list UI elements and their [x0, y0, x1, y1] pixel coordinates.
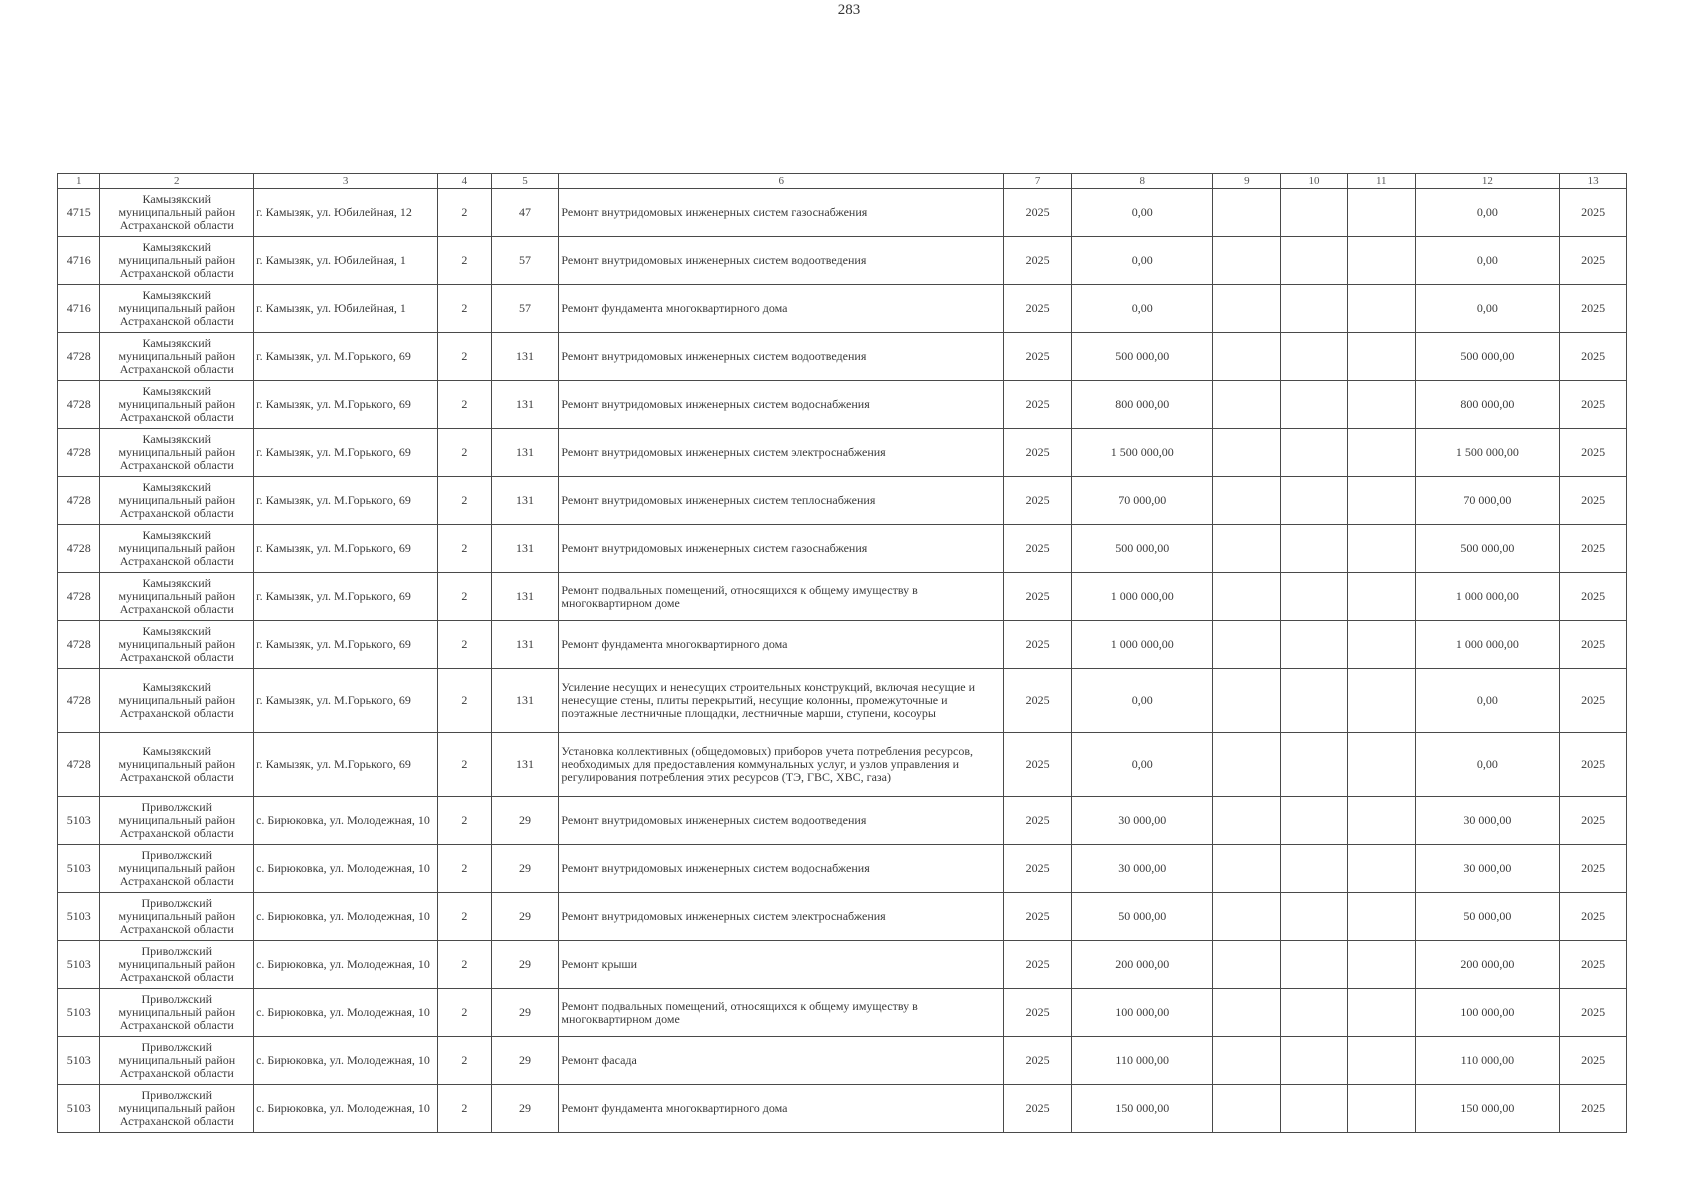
address-cell: г. Камызяк, ул. М.Горького, 69	[254, 429, 438, 477]
year-cell: 2025	[1004, 189, 1072, 237]
cost-cell: 100 000,00	[1071, 989, 1213, 1037]
cost-cell: 0,00	[1071, 189, 1213, 237]
col9-cell	[1213, 621, 1281, 669]
municipality-cell: Камызякский муниципальный район Астраханской области	[100, 525, 254, 573]
col10-cell	[1281, 669, 1348, 733]
municipality-cell: Камызякский муниципальный район Астраханской области	[100, 477, 254, 525]
record-id-cell: 4728	[58, 573, 100, 621]
work-type-cell: Ремонт внутридомовых инженерных систем водоотведения	[559, 333, 1004, 381]
year-cell: 2025	[1004, 669, 1072, 733]
year-cell: 2025	[1004, 381, 1072, 429]
record-id-cell: 4728	[58, 669, 100, 733]
work-type-cell: Ремонт фундамента многоквартирного дома	[559, 1085, 1004, 1133]
completion-year-cell: 2025	[1560, 1085, 1627, 1133]
work-type-cell: Ремонт фундамента многоквартирного дома	[559, 285, 1004, 333]
address-cell: г. Камызяк, ул. М.Горького, 69	[254, 381, 438, 429]
record-id-cell: 4728	[58, 477, 100, 525]
table-row	[58, 1085, 1627, 1133]
completion-year-cell: 2025	[1560, 797, 1627, 845]
col10-cell	[1281, 1037, 1348, 1085]
col10-cell	[1281, 237, 1348, 285]
col10-cell	[1281, 989, 1348, 1037]
address-cell: с. Бирюковка, ул. Молодежная, 10	[254, 893, 438, 941]
address-cell: г. Камызяк, ул. М.Горького, 69	[254, 669, 438, 733]
completion-year-cell: 2025	[1560, 733, 1627, 797]
floors-cell: 2	[438, 733, 492, 797]
col10-cell	[1281, 477, 1348, 525]
completion-year-cell: 2025	[1560, 333, 1627, 381]
municipality-cell: Приволжский муниципальный район Астраханской области	[100, 797, 254, 845]
col10-cell	[1281, 845, 1348, 893]
work-type-cell: Ремонт внутридомовых инженерных систем газоснабжения	[559, 189, 1004, 237]
floors-cell: 2	[438, 893, 492, 941]
apartments-cell: 131	[491, 333, 559, 381]
col11-cell	[1347, 669, 1415, 733]
municipality-cell: Приволжский муниципальный район Астраханской области	[100, 845, 254, 893]
work-type-cell: Ремонт внутридомовых инженерных систем газоснабжения	[559, 525, 1004, 573]
year-cell: 2025	[1004, 941, 1072, 989]
floors-cell: 2	[438, 381, 492, 429]
record-id-cell: 4728	[58, 429, 100, 477]
column-header: 10	[1281, 174, 1348, 189]
col10-cell	[1281, 621, 1348, 669]
col9-cell	[1213, 669, 1281, 733]
cost-cell: 500 000,00	[1071, 333, 1213, 381]
municipality-cell: Камызякский муниципальный район Астраханской области	[100, 669, 254, 733]
fund-cost-cell: 200 000,00	[1415, 941, 1560, 989]
apartments-cell: 131	[491, 573, 559, 621]
col9-cell	[1213, 381, 1281, 429]
address-cell: с. Бирюковка, ул. Молодежная, 10	[254, 989, 438, 1037]
municipality-cell: Приволжский муниципальный район Астраханской области	[100, 1085, 254, 1133]
fund-cost-cell: 1 500 000,00	[1415, 429, 1560, 477]
column-header: 8	[1071, 174, 1213, 189]
work-type-cell: Ремонт фундамента многоквартирного дома	[559, 621, 1004, 669]
completion-year-cell: 2025	[1560, 621, 1627, 669]
fund-cost-cell: 500 000,00	[1415, 525, 1560, 573]
address-cell: с. Бирюковка, ул. Молодежная, 10	[254, 845, 438, 893]
apartments-cell: 131	[491, 477, 559, 525]
record-id-cell: 4728	[58, 525, 100, 573]
fund-cost-cell: 1 000 000,00	[1415, 621, 1560, 669]
apartments-cell: 29	[491, 893, 559, 941]
cost-cell: 500 000,00	[1071, 525, 1213, 573]
cost-cell: 800 000,00	[1071, 381, 1213, 429]
col9-cell	[1213, 525, 1281, 573]
fund-cost-cell: 500 000,00	[1415, 333, 1560, 381]
completion-year-cell: 2025	[1560, 285, 1627, 333]
col9-cell	[1213, 989, 1281, 1037]
year-cell: 2025	[1004, 333, 1072, 381]
column-header: 9	[1213, 174, 1281, 189]
cost-cell: 70 000,00	[1071, 477, 1213, 525]
address-cell: г. Камызяк, ул. Юбилейная, 1	[254, 237, 438, 285]
cost-cell: 110 000,00	[1071, 1037, 1213, 1085]
apartments-cell: 29	[491, 1037, 559, 1085]
table-row	[58, 285, 1627, 333]
apartments-cell: 29	[491, 1085, 559, 1133]
year-cell: 2025	[1004, 733, 1072, 797]
address-cell: г. Камызяк, ул. Юбилейная, 12	[254, 189, 438, 237]
table-row	[58, 333, 1627, 381]
table-row	[58, 381, 1627, 429]
table-row	[58, 669, 1627, 733]
column-header: 6	[559, 174, 1004, 189]
record-id-cell: 4716	[58, 237, 100, 285]
completion-year-cell: 2025	[1560, 989, 1627, 1037]
year-cell: 2025	[1004, 285, 1072, 333]
completion-year-cell: 2025	[1560, 669, 1627, 733]
apartments-cell: 131	[491, 669, 559, 733]
fund-cost-cell: 50 000,00	[1415, 893, 1560, 941]
col9-cell	[1213, 893, 1281, 941]
table-row	[58, 1037, 1627, 1085]
municipality-cell: Камызякский муниципальный район Астраханской области	[100, 733, 254, 797]
cost-cell: 1 000 000,00	[1071, 621, 1213, 669]
col9-cell	[1213, 477, 1281, 525]
completion-year-cell: 2025	[1560, 189, 1627, 237]
repair-program-table	[57, 173, 1627, 1133]
record-id-cell: 5103	[58, 845, 100, 893]
col9-cell	[1213, 189, 1281, 237]
apartments-cell: 57	[491, 237, 559, 285]
col11-cell	[1347, 893, 1415, 941]
completion-year-cell: 2025	[1560, 237, 1627, 285]
col11-cell	[1347, 429, 1415, 477]
municipality-cell: Камызякский муниципальный район Астраханской области	[100, 429, 254, 477]
floors-cell: 2	[438, 333, 492, 381]
completion-year-cell: 2025	[1560, 477, 1627, 525]
work-type-cell: Ремонт внутридомовых инженерных систем теплоснабжения	[559, 477, 1004, 525]
col9-cell	[1213, 237, 1281, 285]
apartments-cell: 29	[491, 797, 559, 845]
col9-cell	[1213, 1085, 1281, 1133]
floors-cell: 2	[438, 525, 492, 573]
fund-cost-cell: 100 000,00	[1415, 989, 1560, 1037]
floors-cell: 2	[438, 797, 492, 845]
table-row	[58, 893, 1627, 941]
completion-year-cell: 2025	[1560, 941, 1627, 989]
col10-cell	[1281, 733, 1348, 797]
cost-cell: 50 000,00	[1071, 893, 1213, 941]
record-id-cell: 4728	[58, 333, 100, 381]
floors-cell: 2	[438, 429, 492, 477]
table-row	[58, 237, 1627, 285]
col10-cell	[1281, 941, 1348, 989]
cost-cell: 1 000 000,00	[1071, 573, 1213, 621]
address-cell: г. Камызяк, ул. М.Горького, 69	[254, 733, 438, 797]
address-cell: г. Камызяк, ул. М.Горького, 69	[254, 621, 438, 669]
floors-cell: 2	[438, 285, 492, 333]
table-row	[58, 733, 1627, 797]
work-type-cell: Установка коллективных (общедомовых) приборов учета потребления ресурсов, необходимых для предоставления коммунальных услуг, и узлов управления и регулирования потребления этих ресурсов (ТЭ, ГВС, ХВС, газа)	[559, 733, 1004, 797]
fund-cost-cell: 30 000,00	[1415, 797, 1560, 845]
municipality-cell: Приволжский муниципальный район Астраханской области	[100, 941, 254, 989]
col11-cell	[1347, 477, 1415, 525]
apartments-cell: 29	[491, 989, 559, 1037]
col11-cell	[1347, 1037, 1415, 1085]
record-id-cell: 4716	[58, 285, 100, 333]
completion-year-cell: 2025	[1560, 429, 1627, 477]
table-row	[58, 477, 1627, 525]
column-header: 4	[438, 174, 492, 189]
floors-cell: 2	[438, 477, 492, 525]
fund-cost-cell: 0,00	[1415, 733, 1560, 797]
col10-cell	[1281, 573, 1348, 621]
table-row	[58, 797, 1627, 845]
municipality-cell: Камызякский муниципальный район Астраханской области	[100, 237, 254, 285]
floors-cell: 2	[438, 573, 492, 621]
col11-cell	[1347, 797, 1415, 845]
municipality-cell: Камызякский муниципальный район Астраханской области	[100, 381, 254, 429]
fund-cost-cell: 1 000 000,00	[1415, 573, 1560, 621]
col11-cell	[1347, 845, 1415, 893]
fund-cost-cell: 150 000,00	[1415, 1085, 1560, 1133]
col9-cell	[1213, 1037, 1281, 1085]
apartments-cell: 29	[491, 845, 559, 893]
col11-cell	[1347, 573, 1415, 621]
work-type-cell: Ремонт подвальных помещений, относящихся к общему имуществу в многоквартирном доме	[559, 573, 1004, 621]
record-id-cell: 5103	[58, 893, 100, 941]
column-header: 5	[491, 174, 559, 189]
floors-cell: 2	[438, 845, 492, 893]
municipality-cell: Камызякский муниципальный район Астраханской области	[100, 573, 254, 621]
col11-cell	[1347, 1085, 1415, 1133]
address-cell: г. Камызяк, ул. М.Горького, 69	[254, 525, 438, 573]
cost-cell: 0,00	[1071, 669, 1213, 733]
column-header: 12	[1415, 174, 1560, 189]
cost-cell: 0,00	[1071, 285, 1213, 333]
year-cell: 2025	[1004, 237, 1072, 285]
completion-year-cell: 2025	[1560, 573, 1627, 621]
col11-cell	[1347, 621, 1415, 669]
floors-cell: 2	[438, 989, 492, 1037]
municipality-cell: Камызякский муниципальный район Астраханской области	[100, 285, 254, 333]
col10-cell	[1281, 285, 1348, 333]
year-cell: 2025	[1004, 621, 1072, 669]
year-cell: 2025	[1004, 573, 1072, 621]
apartments-cell: 131	[491, 621, 559, 669]
cost-cell: 200 000,00	[1071, 941, 1213, 989]
work-type-cell: Ремонт фасада	[559, 1037, 1004, 1085]
apartments-cell: 47	[491, 189, 559, 237]
municipality-cell: Камызякский муниципальный район Астраханской области	[100, 621, 254, 669]
work-type-cell: Ремонт внутридомовых инженерных систем водоснабжения	[559, 381, 1004, 429]
municipality-cell: Приволжский муниципальный район Астраханской области	[100, 893, 254, 941]
col11-cell	[1347, 733, 1415, 797]
cost-cell: 1 500 000,00	[1071, 429, 1213, 477]
address-cell: г. Камызяк, ул. М.Горького, 69	[254, 333, 438, 381]
work-type-cell: Ремонт внутридомовых инженерных систем электроснабжения	[559, 893, 1004, 941]
column-header: 3	[254, 174, 438, 189]
year-cell: 2025	[1004, 893, 1072, 941]
record-id-cell: 5103	[58, 797, 100, 845]
cost-cell: 0,00	[1071, 237, 1213, 285]
table-row	[58, 989, 1627, 1037]
cost-cell: 30 000,00	[1071, 845, 1213, 893]
record-id-cell: 4728	[58, 381, 100, 429]
cost-cell: 0,00	[1071, 733, 1213, 797]
record-id-cell: 5103	[58, 941, 100, 989]
fund-cost-cell: 110 000,00	[1415, 1037, 1560, 1085]
col10-cell	[1281, 429, 1348, 477]
year-cell: 2025	[1004, 429, 1072, 477]
col9-cell	[1213, 573, 1281, 621]
work-type-cell: Усиление несущих и ненесущих строительных конструкций, включая несущие и ненесущие стены, плиты перекрытий, несущие колонны, промежуточные и поэтажные лестничные площадки, лестничные марши, ступени, косоуры	[559, 669, 1004, 733]
column-header: 13	[1560, 174, 1627, 189]
fund-cost-cell: 0,00	[1415, 669, 1560, 733]
col9-cell	[1213, 429, 1281, 477]
column-header: 11	[1347, 174, 1415, 189]
col9-cell	[1213, 845, 1281, 893]
record-id-cell: 5103	[58, 1085, 100, 1133]
floors-cell: 2	[438, 669, 492, 733]
col10-cell	[1281, 525, 1348, 573]
apartments-cell: 131	[491, 381, 559, 429]
completion-year-cell: 2025	[1560, 1037, 1627, 1085]
year-cell: 2025	[1004, 989, 1072, 1037]
col9-cell	[1213, 941, 1281, 989]
table-row	[58, 573, 1627, 621]
address-cell: с. Бирюковка, ул. Молодежная, 10	[254, 941, 438, 989]
municipality-cell: Камызякский муниципальный район Астраханской области	[100, 333, 254, 381]
fund-cost-cell: 0,00	[1415, 189, 1560, 237]
floors-cell: 2	[438, 237, 492, 285]
column-header: 1	[58, 174, 100, 189]
col10-cell	[1281, 381, 1348, 429]
col11-cell	[1347, 285, 1415, 333]
fund-cost-cell: 30 000,00	[1415, 845, 1560, 893]
floors-cell: 2	[438, 621, 492, 669]
year-cell: 2025	[1004, 845, 1072, 893]
col11-cell	[1347, 237, 1415, 285]
col11-cell	[1347, 525, 1415, 573]
apartments-cell: 131	[491, 525, 559, 573]
table-row	[58, 941, 1627, 989]
page-number: 283	[837, 2, 861, 18]
year-cell: 2025	[1004, 477, 1072, 525]
table-row	[58, 845, 1627, 893]
record-id-cell: 5103	[58, 989, 100, 1037]
table-row	[58, 525, 1627, 573]
record-id-cell: 4715	[58, 189, 100, 237]
address-cell: с. Бирюковка, ул. Молодежная, 10	[254, 1037, 438, 1085]
apartments-cell: 29	[491, 941, 559, 989]
completion-year-cell: 2025	[1560, 381, 1627, 429]
work-type-cell: Ремонт внутридомовых инженерных систем электроснабжения	[559, 429, 1004, 477]
col9-cell	[1213, 285, 1281, 333]
col11-cell	[1347, 941, 1415, 989]
floors-cell: 2	[438, 1037, 492, 1085]
address-cell: с. Бирюковка, ул. Молодежная, 10	[254, 797, 438, 845]
year-cell: 2025	[1004, 1085, 1072, 1133]
address-cell: г. Камызяк, ул. М.Горького, 69	[254, 477, 438, 525]
address-cell: г. Камызяк, ул. М.Горького, 69	[254, 573, 438, 621]
col10-cell	[1281, 1085, 1348, 1133]
column-number-row	[58, 174, 1627, 189]
col10-cell	[1281, 333, 1348, 381]
col11-cell	[1347, 189, 1415, 237]
completion-year-cell: 2025	[1560, 525, 1627, 573]
address-cell: с. Бирюковка, ул. Молодежная, 10	[254, 1085, 438, 1133]
col9-cell	[1213, 733, 1281, 797]
floors-cell: 2	[438, 1085, 492, 1133]
col9-cell	[1213, 333, 1281, 381]
work-type-cell: Ремонт подвальных помещений, относящихся к общему имуществу в многоквартирном доме	[559, 989, 1004, 1037]
work-type-cell: Ремонт внутридомовых инженерных систем водоснабжения	[559, 845, 1004, 893]
work-type-cell: Ремонт внутридомовых инженерных систем водоотведения	[559, 237, 1004, 285]
col11-cell	[1347, 381, 1415, 429]
cost-cell: 30 000,00	[1071, 797, 1213, 845]
fund-cost-cell: 0,00	[1415, 237, 1560, 285]
col10-cell	[1281, 189, 1348, 237]
work-type-cell: Ремонт внутридомовых инженерных систем водоотведения	[559, 797, 1004, 845]
table-row	[58, 621, 1627, 669]
year-cell: 2025	[1004, 1037, 1072, 1085]
record-id-cell: 5103	[58, 1037, 100, 1085]
column-header: 7	[1004, 174, 1072, 189]
address-cell: г. Камызяк, ул. Юбилейная, 1	[254, 285, 438, 333]
completion-year-cell: 2025	[1560, 893, 1627, 941]
work-type-cell: Ремонт крыши	[559, 941, 1004, 989]
apartments-cell: 131	[491, 733, 559, 797]
col11-cell	[1347, 333, 1415, 381]
floors-cell: 2	[438, 189, 492, 237]
municipality-cell: Камызякский муниципальный район Астраханской области	[100, 189, 254, 237]
record-id-cell: 4728	[58, 733, 100, 797]
col9-cell	[1213, 797, 1281, 845]
completion-year-cell: 2025	[1560, 845, 1627, 893]
col11-cell	[1347, 989, 1415, 1037]
municipality-cell: Приволжский муниципальный район Астраханской области	[100, 989, 254, 1037]
year-cell: 2025	[1004, 525, 1072, 573]
table-row	[58, 429, 1627, 477]
column-header: 2	[100, 174, 254, 189]
municipality-cell: Приволжский муниципальный район Астраханской области	[100, 1037, 254, 1085]
fund-cost-cell: 0,00	[1415, 285, 1560, 333]
table-row	[58, 189, 1627, 237]
fund-cost-cell: 70 000,00	[1415, 477, 1560, 525]
floors-cell: 2	[438, 941, 492, 989]
record-id-cell: 4728	[58, 621, 100, 669]
fund-cost-cell: 800 000,00	[1415, 381, 1560, 429]
apartments-cell: 57	[491, 285, 559, 333]
cost-cell: 150 000,00	[1071, 1085, 1213, 1133]
col10-cell	[1281, 893, 1348, 941]
col10-cell	[1281, 797, 1348, 845]
year-cell: 2025	[1004, 797, 1072, 845]
apartments-cell: 131	[491, 429, 559, 477]
